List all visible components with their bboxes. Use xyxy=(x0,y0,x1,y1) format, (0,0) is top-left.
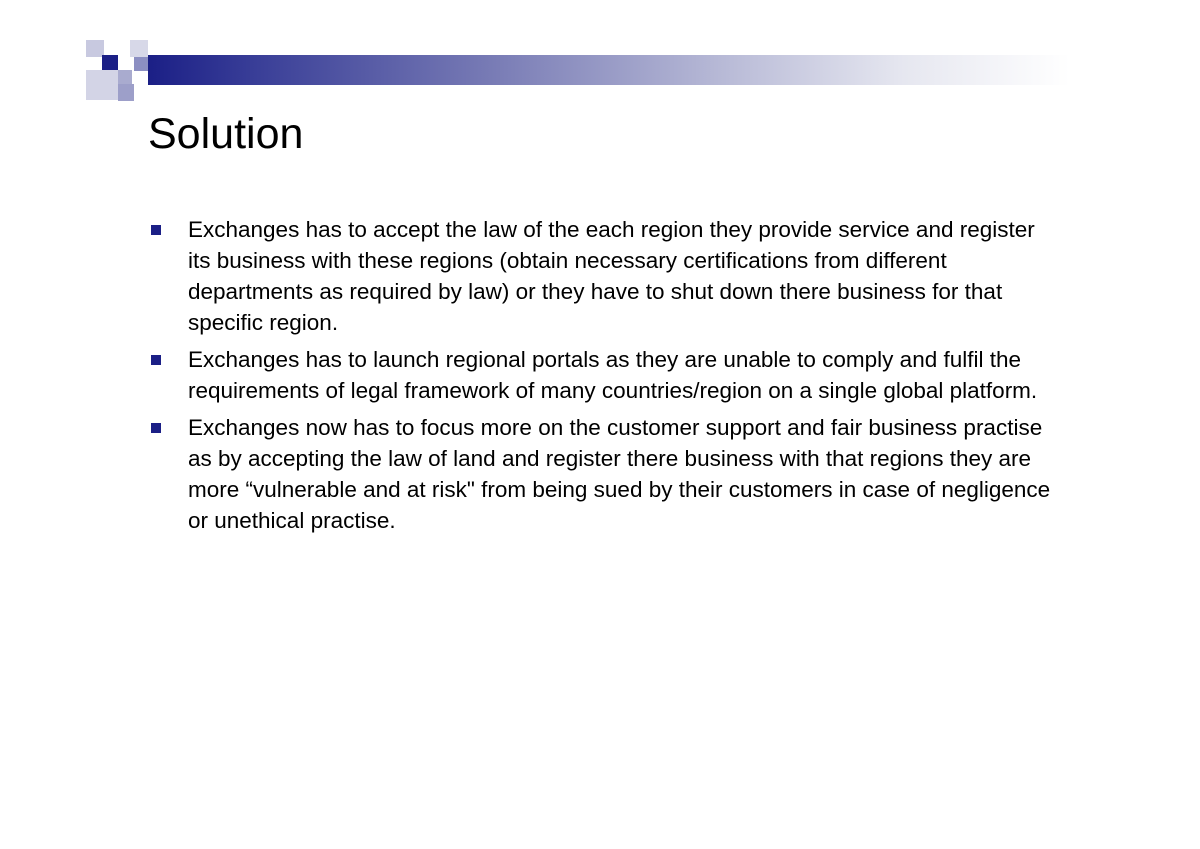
bullet-text: Exchanges has to launch regional portals as they are unable to comply and fulfil the requirements of legal framework of many countries/region on a single global platform. xyxy=(188,347,1038,403)
bullet-text: Exchanges has to accept the law of the each region they provide service and register its business with these regions (obtain necessary certifications from different departments as required by law) or they have to shut down there business for that specific region. xyxy=(188,217,1035,335)
square-bullet-icon xyxy=(151,423,161,433)
bullet-text: Exchanges now has to focus more on the customer support and fair business practise as by accepting the law of land and register there business with that regions they are more “vulnerable and at risk" from being sued by their customers in case of negligence or unethical practise. xyxy=(188,415,1051,533)
bullet-item xyxy=(148,214,1058,338)
decor-square xyxy=(118,84,134,101)
bullet-item xyxy=(148,344,1058,406)
slide-title: Solution xyxy=(148,110,304,158)
bullet-item xyxy=(148,412,1058,536)
bullet-list xyxy=(148,214,1058,542)
square-bullet-icon xyxy=(151,225,161,235)
decor-square xyxy=(118,70,132,84)
decor-square xyxy=(102,55,118,70)
header-gradient-bar xyxy=(148,55,1070,85)
square-bullet-icon xyxy=(151,355,161,365)
decor-square xyxy=(134,57,148,71)
decor-square xyxy=(130,40,148,57)
decor-square xyxy=(86,70,118,100)
